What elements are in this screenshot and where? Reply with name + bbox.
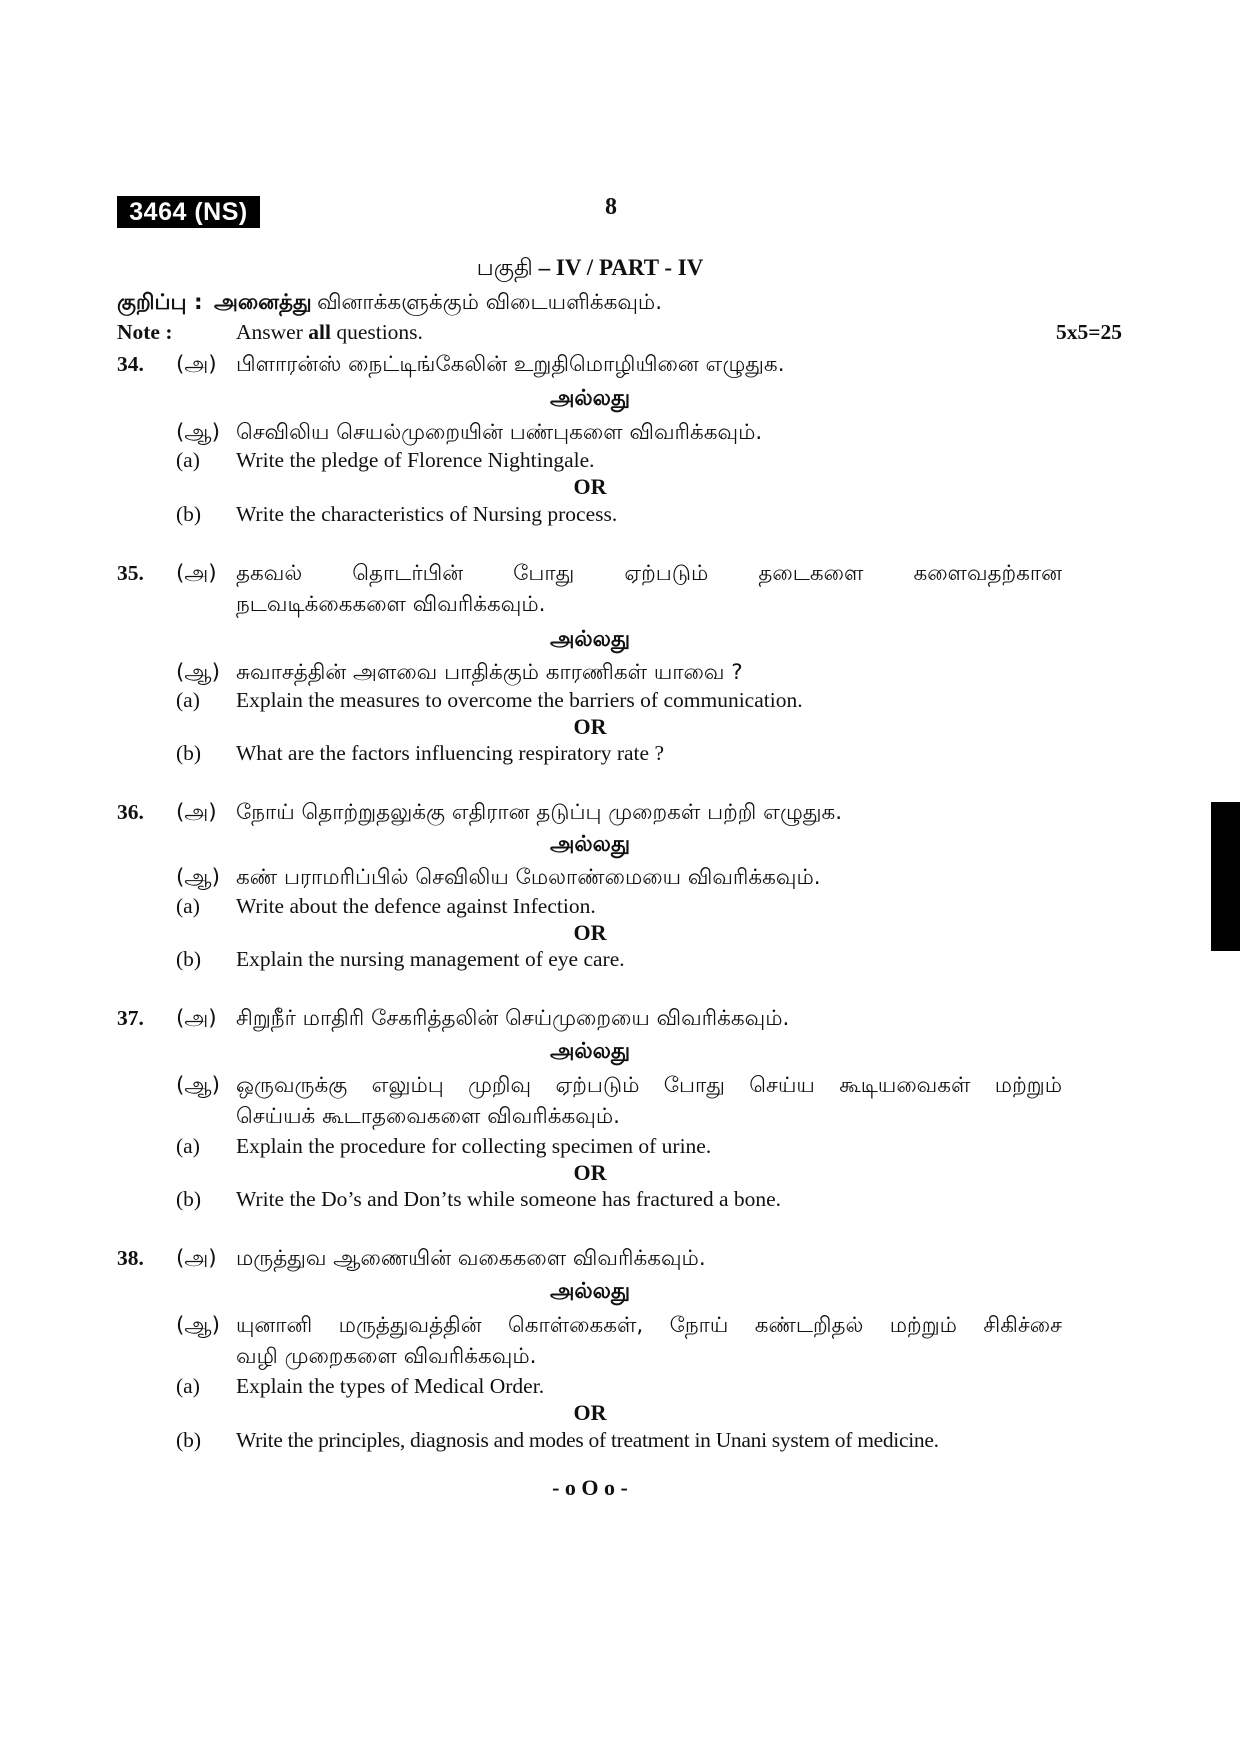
option-label: (a) — [176, 688, 200, 712]
or-english: OR — [573, 920, 607, 945]
question-text-tamil-a: தகவல் தொடர்பின் போது ஏற்படும் தடைகளை களைவதற்கான — [236, 561, 1062, 586]
note-pre: Answer — [236, 320, 303, 344]
question-text-english-b: Write the Do’s and Don’ts while someone has fractured a bone. — [236, 1187, 782, 1211]
question-text-tamil-a: நோய் தொற்றுதலுக்கு எதிரான தடுப்பு முறைகள் பற்றி எழுதுக. — [236, 800, 843, 825]
option-label: (அ) — [176, 352, 217, 377]
question-text-english-b: Explain the nursing management of eye care. — [236, 947, 625, 971]
note-bold: all — [308, 320, 331, 344]
marks-allotment: 5x5=25 — [1055, 320, 1122, 344]
question-text-english-a: Explain the measures to overcome the barriers of communication. — [236, 688, 803, 712]
question-number: 38. — [117, 1246, 144, 1270]
question-text-english-b: What are the factors influencing respiratory rate ? — [236, 741, 664, 765]
question-text-english-a: Explain the types of Medical Order. — [236, 1374, 545, 1398]
option-label: (a) — [176, 1374, 200, 1398]
or-english: OR — [573, 1400, 607, 1425]
note-label: Note : — [117, 320, 173, 344]
question-number: 36. — [117, 800, 144, 824]
or-english: OR — [573, 1160, 607, 1185]
option-label: (அ) — [176, 561, 217, 586]
option-label: (b) — [176, 947, 202, 971]
side-tab-marker — [1211, 802, 1240, 951]
question-text-english-b: Write the principles, diagnosis and modes of treatment in Unani system of medicine. — [236, 1428, 939, 1452]
paper-code-badge: 3464 (NS) — [117, 196, 260, 228]
option-label: (ஆ) — [176, 865, 220, 890]
part-title-english: IV / PART - IV — [555, 255, 704, 280]
part-title-dash: – — [538, 255, 551, 280]
part-title-tamil: பகுதி — [476, 255, 533, 281]
question-text-tamil-a: பிளாரன்ஸ் நைட்டிங்கேலின் உறுதிமொழியினை எழுதுக. — [236, 352, 785, 377]
option-label: (ஆ) — [176, 1313, 220, 1338]
end-marker: - o O o - — [552, 1475, 628, 1500]
option-label: (a) — [176, 1134, 200, 1158]
question-text-tamil-b: சுவாசத்தின் அளவை பாதிக்கும் காரணிகள் யாவை ? — [236, 660, 743, 685]
question-text-tamil-b: யுனானி மருத்துவத்தின் கொள்கைகள், நோய் கண்டறிதல் மற்றும் சிகிச்சை — [236, 1313, 1062, 1338]
question-text-tamil-b-cont: செய்யக் கூடாதவைகளை விவரிக்கவும். — [236, 1104, 620, 1129]
question-text-tamil-b: செவிலிய செயல்முறையின் பண்புகளை விவரிக்கவும். — [236, 420, 763, 445]
option-label: (அ) — [176, 1006, 217, 1031]
or-english: OR — [573, 714, 607, 739]
option-label: (b) — [176, 1187, 202, 1211]
question-text-tamil-b: ஒருவருக்கு எலும்பு முறிவு ஏற்படும் போது செய்ய கூடியவைகள் மற்றும் — [236, 1073, 1062, 1098]
instruction-tamil — [117, 290, 662, 317]
or-tamil: அல்லது — [549, 1279, 631, 1304]
instruction-tamil-label: குறிப்பு : — [117, 290, 203, 315]
question-text-tamil-b: கண் பராமரிப்பில் செவிலிய மேலாண்மையை விவரிக்கவும். — [236, 865, 821, 890]
option-label: (ஆ) — [176, 660, 220, 685]
option-label: (அ) — [176, 800, 217, 825]
option-label: (ஆ) — [176, 1073, 220, 1098]
page-number: 8 — [605, 194, 617, 220]
part-title — [0, 255, 1180, 284]
question-text-tamil-b-cont: வழி முறைகளை விவரிக்கவும். — [236, 1344, 537, 1369]
or-tamil: அல்லது — [549, 832, 631, 857]
or-tamil: அல்லது — [549, 386, 631, 411]
question-text-tamil-a: சிறுநீர் மாதிரி சேகரித்தலின் செய்முறையை விவரிக்கவும். — [236, 1006, 790, 1031]
option-label: (ஆ) — [176, 420, 220, 445]
or-tamil: அல்லது — [549, 627, 631, 652]
option-label: (அ) — [176, 1246, 217, 1271]
question-text-tamil-a-cont: நடவடிக்கைகளை விவரிக்கவும். — [236, 592, 546, 617]
question-text-english-a: Explain the procedure for collecting specimen of urine. — [236, 1134, 712, 1158]
option-label: (b) — [176, 741, 202, 765]
note-text — [236, 320, 423, 345]
question-text-tamil-a: மருத்துவ ஆணையின் வகைகளை விவரிக்கவும். — [236, 1246, 706, 1271]
option-label: (a) — [176, 448, 200, 472]
or-tamil: அல்லது — [549, 1039, 631, 1064]
or-english: OR — [573, 474, 607, 499]
question-text-english-a: Write about the defence against Infection. — [236, 894, 596, 918]
option-label: (b) — [176, 1428, 202, 1452]
instruction-tamil-bold: அனைத்து — [213, 290, 312, 315]
question-number: 35. — [117, 561, 144, 585]
option-label: (a) — [176, 894, 200, 918]
instruction-tamil-rest: வினாக்களுக்கும் விடையளிக்கவும். — [317, 290, 663, 315]
question-text-english-b: Write the characteristics of Nursing process. — [236, 502, 618, 526]
question-number: 34. — [117, 352, 144, 376]
option-label: (b) — [176, 502, 202, 526]
note-post: questions. — [336, 320, 423, 344]
question-number: 37. — [117, 1006, 144, 1030]
question-text-english-a: Write the pledge of Florence Nightingale. — [236, 448, 595, 472]
